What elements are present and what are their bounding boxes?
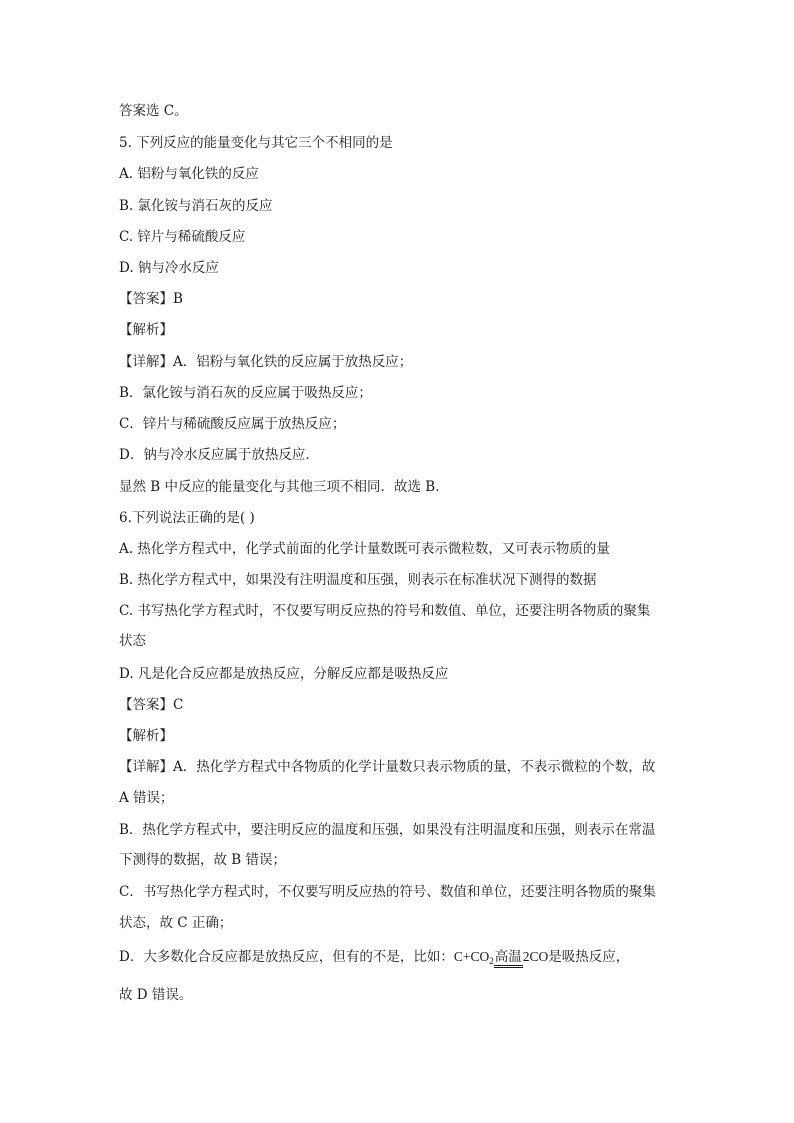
explanation-line-continued: 下测得的数据，故 B 错误；: [119, 852, 287, 868]
option-c: C. 书写热化学方程式时，不仅要写明反应热的符号和数值、单位，还要注明各物质的聚集: [119, 603, 651, 619]
reaction-condition: 高温: [494, 949, 523, 968]
question-5: 5. 下列反应的能量变化与其它三个不相同的是: [119, 135, 393, 151]
explanation-line-continued: A 错误；: [119, 790, 174, 806]
explanation-line: C．书写热化学方程式时，不仅要写明反应热的符号、数值和单位，还要注明各物质的聚集: [119, 884, 656, 900]
formula-line: [119, 947, 679, 971]
formula-suffix: 是吸热反应，: [548, 949, 630, 965]
option-d: D. 凡是化合反应都是放热反应，分解反应都是吸热反应: [119, 666, 449, 682]
explanation-line: C．锌片与稀硫酸反应属于放热反应；: [119, 416, 346, 432]
reactant: C+CO: [453, 949, 490, 964]
formula-prefix: D．大多数化合反应都是放热反应，但有的不是，比如：: [119, 949, 454, 965]
analysis-label: 【解析】: [119, 322, 173, 338]
explanation-line: B．热化学方程式中，要注明反应的温度和压强，如果没有注明温度和压强，则表示在常温: [119, 822, 656, 838]
answer-label: 【答案】C: [119, 697, 184, 713]
subscript: 2: [489, 956, 494, 966]
option-c-continued: 状态: [119, 633, 146, 649]
reaction-equation: [454, 949, 548, 964]
explanation-line-continued: 故 D 错误。: [119, 987, 193, 1003]
option-a: A. 铝粉与氧化铁的反应: [119, 166, 259, 182]
option-a: A. 热化学方程式中，化学式前面的化学计量数既可表示微粒数，又可表示物质的量: [119, 541, 610, 557]
analysis-label: 【解析】: [119, 728, 173, 744]
answer-label: 【答案】B: [119, 291, 183, 307]
explanation-line-continued: 状态，故 C 正确；: [119, 915, 233, 931]
explanation-line: D．钠与冷水反应属于放热反应．: [119, 447, 319, 463]
text-line: 答案选 C。: [119, 103, 188, 119]
question-6: 6.下列说法正确的是( ): [119, 510, 255, 526]
option-b: B. 热化学方程式中，如果没有注明温度和压强，则表示在标准状况下测得的数据: [119, 572, 597, 588]
option-d: D. 钠与冷水反应: [119, 260, 219, 276]
conclusion-line: 显然 B 中反应的能量变化与其他三项不相同．故选 B．: [119, 479, 449, 495]
explanation-line: B．氯化铵与消石灰的反应属于吸热反应；: [119, 385, 372, 401]
option-b: B. 氯化铵与消石灰的反应: [119, 198, 273, 214]
explanation-line: 【详解】A．热化学方程式中各物质的化学计量数只表示物质的量，不表示微粒的个数，故: [119, 759, 656, 775]
explanation-line: 【详解】A．铝粉与氧化铁的反应属于放热反应；: [119, 354, 413, 370]
option-c: C. 锌片与稀硫酸反应: [119, 229, 246, 245]
product: 2CO: [522, 949, 549, 964]
